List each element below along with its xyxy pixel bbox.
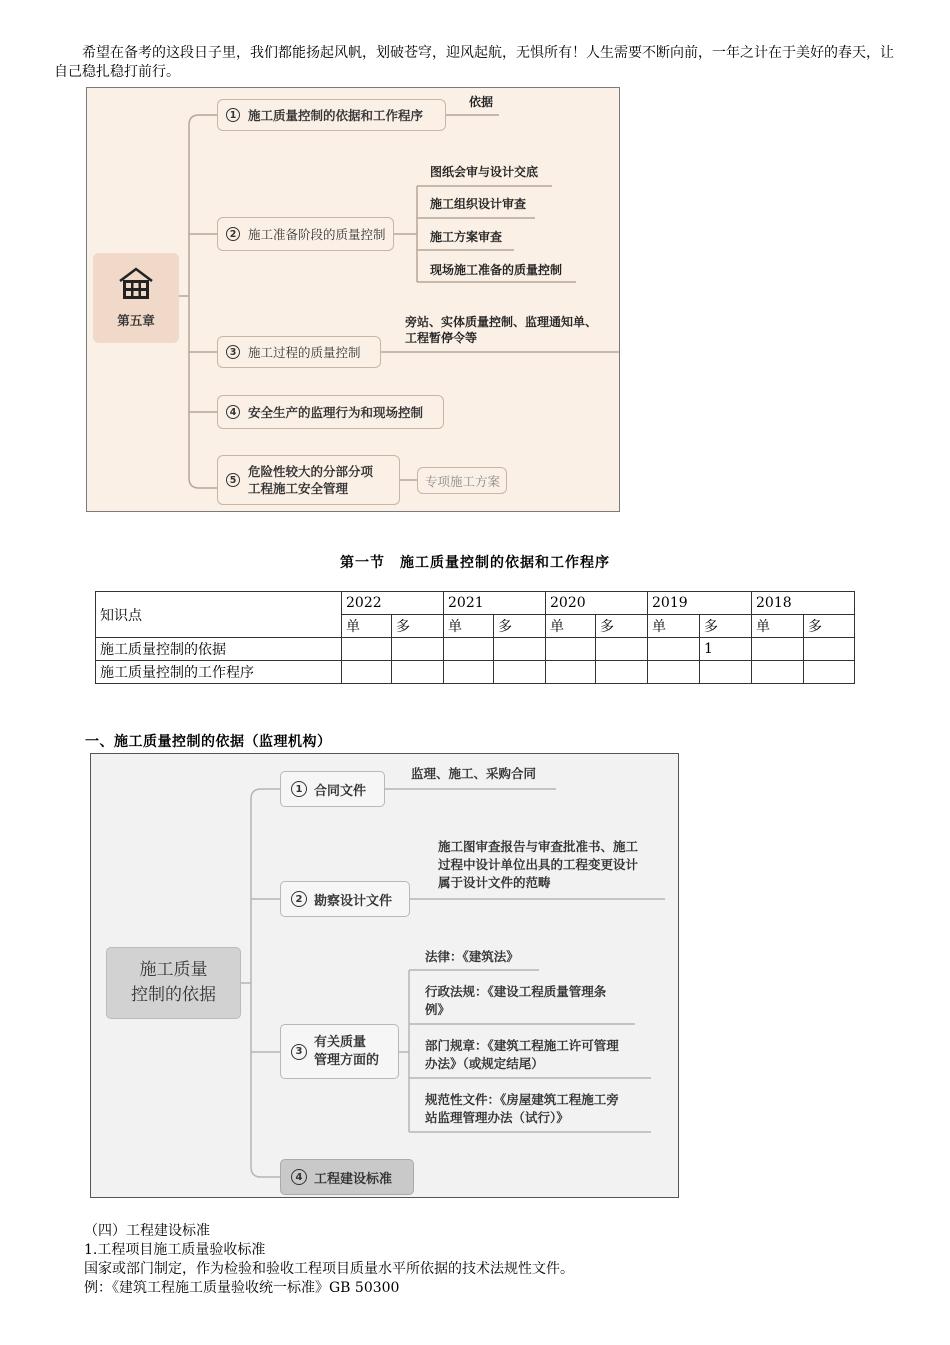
example-paragraph: 例：《建筑工程施工质量验收统一标准》GB 50300 [84,1280,400,1296]
leaf-dept-rules: 部门规章：《建筑工程施工许可管理 办法》（或规定结尾） [425,1038,619,1071]
mindmap1-branch-2 [217,217,394,251]
table-cell [752,661,804,684]
branch-number: 5 [226,473,240,487]
table-cell [804,638,855,661]
branch-number: 2 [226,227,240,241]
branch-number: 3 [291,1044,307,1060]
table-cell [700,661,752,684]
branch-label: 合同文件 [314,783,367,799]
header-multi: 多 [804,615,855,638]
leaf-normative-docs: 规范性文件：《房屋建筑工程施工旁 站监理管理办法（试行）》 [425,1092,619,1125]
item-acceptance-standard: 1.工程项目施工质量验收标准 [84,1242,266,1258]
leaf-basis: 依据 [469,95,494,109]
header-year: 2019 [648,592,752,615]
table-cell [342,638,392,661]
branch-label: 施工准备阶段的质量控制 [248,227,386,242]
branch-number: 1 [226,108,240,122]
chapter-root-node [93,253,179,343]
leaf-drawing-review: 图纸会审与设计交底 [430,165,539,179]
header-single: 单 [444,615,494,638]
section-title: 第一节 施工质量控制的依据和工作程序 [340,555,610,571]
header-year: 2020 [546,592,648,615]
branch-label: 施工质量控制的依据和工作程序 [248,108,424,123]
header-year: 2021 [444,592,546,615]
chapter5-mindmap [86,87,620,512]
heading-basis: 一、施工质量控制的依据（监理机构） [85,734,332,750]
leaf-site-prep-control: 现场施工准备的质量控制 [430,263,563,277]
header-knowledge-point: 知识点 [96,592,342,638]
mindmap1-branch-5 [217,455,400,505]
building-icon [118,267,154,301]
table-cell: 1 [700,638,752,661]
quality-basis-mindmap [90,753,679,1198]
leaf-admin-regulation: 行政法规：《建设工程质量管理条 例》 [425,984,607,1017]
branch-number: 3 [226,345,240,359]
branch-number: 2 [291,891,307,907]
header-multi: 多 [596,615,648,638]
table-cell [392,638,444,661]
subheading-standards: （四）工程建设标准 [84,1223,210,1239]
header-multi: 多 [392,615,444,638]
mindmap1-branch-1 [217,99,446,131]
leaf-org-design-review: 施工组织设计审查 [430,197,527,211]
chapter-root-label: 第五章 [117,313,155,328]
mindmap2-branch-contract [280,771,385,807]
leaf-design-docs: 施工图审查报告与审查批准书、施工 过程中设计单位出具的工程变更设计 属于设计文件的范畴 [438,839,639,890]
branch-number: 4 [226,405,240,419]
table-cell [648,638,700,661]
table-cell [494,661,546,684]
row-label: 施工质量控制的依据 [96,638,342,661]
intro-paragraph: 希望在备考的这段日子里，我们都能扬起风帆，划破苍穹，迎风起航，无惧所有！人生需要不断向前，一年之计在于美好的春天，让自己稳扎稳打前行。 [54,45,894,80]
header-year: 2022 [342,592,444,615]
table-cell [596,638,648,661]
branch-number: 4 [291,1169,307,1185]
header-single: 单 [546,615,596,638]
exam-frequency-table [95,591,855,684]
mindmap1-branch-3 [217,336,381,368]
mindmap1-branch-4 [217,395,444,429]
table-cell [444,661,494,684]
branch-label: 勘察设计文件 [314,893,393,909]
table-cell [546,661,596,684]
leaf-special-plan: 专项施工方案 [417,467,507,494]
branch-label: 有关质量 管理方面的 [314,1034,380,1068]
branch-label: 施工过程的质量控制 [248,345,361,360]
table-row [96,661,855,684]
header-single: 单 [342,615,392,638]
row-label: 施工质量控制的工作程序 [96,661,342,684]
leaf-contracts: 监理、施工、采购合同 [411,766,537,781]
leaf-process-control: 旁站、实体质量控制、监理通知单、 工程暂停令等 [405,315,598,345]
table-cell [752,638,804,661]
table-cell [596,661,648,684]
table-cell [494,638,546,661]
leaf-law: 法律：《建筑法》 [425,949,519,964]
branch-label: 工程建设标准 [314,1171,393,1187]
branch-label: 危险性较大的分部分项 工程施工安全管理 [248,464,374,496]
table-cell [342,661,392,684]
header-multi: 多 [494,615,546,638]
table-cell [392,661,444,684]
branch-number: 1 [291,781,307,797]
table-cell [648,661,700,684]
header-single: 单 [648,615,700,638]
definition-paragraph: 国家或部门制定，作为检验和验收工程项目质量水平所依据的技术法规性文件。 [84,1261,574,1277]
table-cell [546,638,596,661]
leaf-plan-review: 施工方案审查 [430,230,503,244]
header-single: 单 [752,615,804,638]
mindmap2-branch-design [280,881,410,917]
header-year: 2018 [752,592,855,615]
table-row [96,638,855,661]
quality-basis-root: 施工质量 控制的依据 [106,947,241,1019]
table-cell [444,638,494,661]
mindmap2-branch-regulations [280,1024,399,1079]
branch-label: 安全生产的监理行为和现场控制 [248,405,424,420]
header-multi: 多 [700,615,752,638]
table-cell [804,661,855,684]
mindmap2-branch-standards [280,1159,414,1195]
